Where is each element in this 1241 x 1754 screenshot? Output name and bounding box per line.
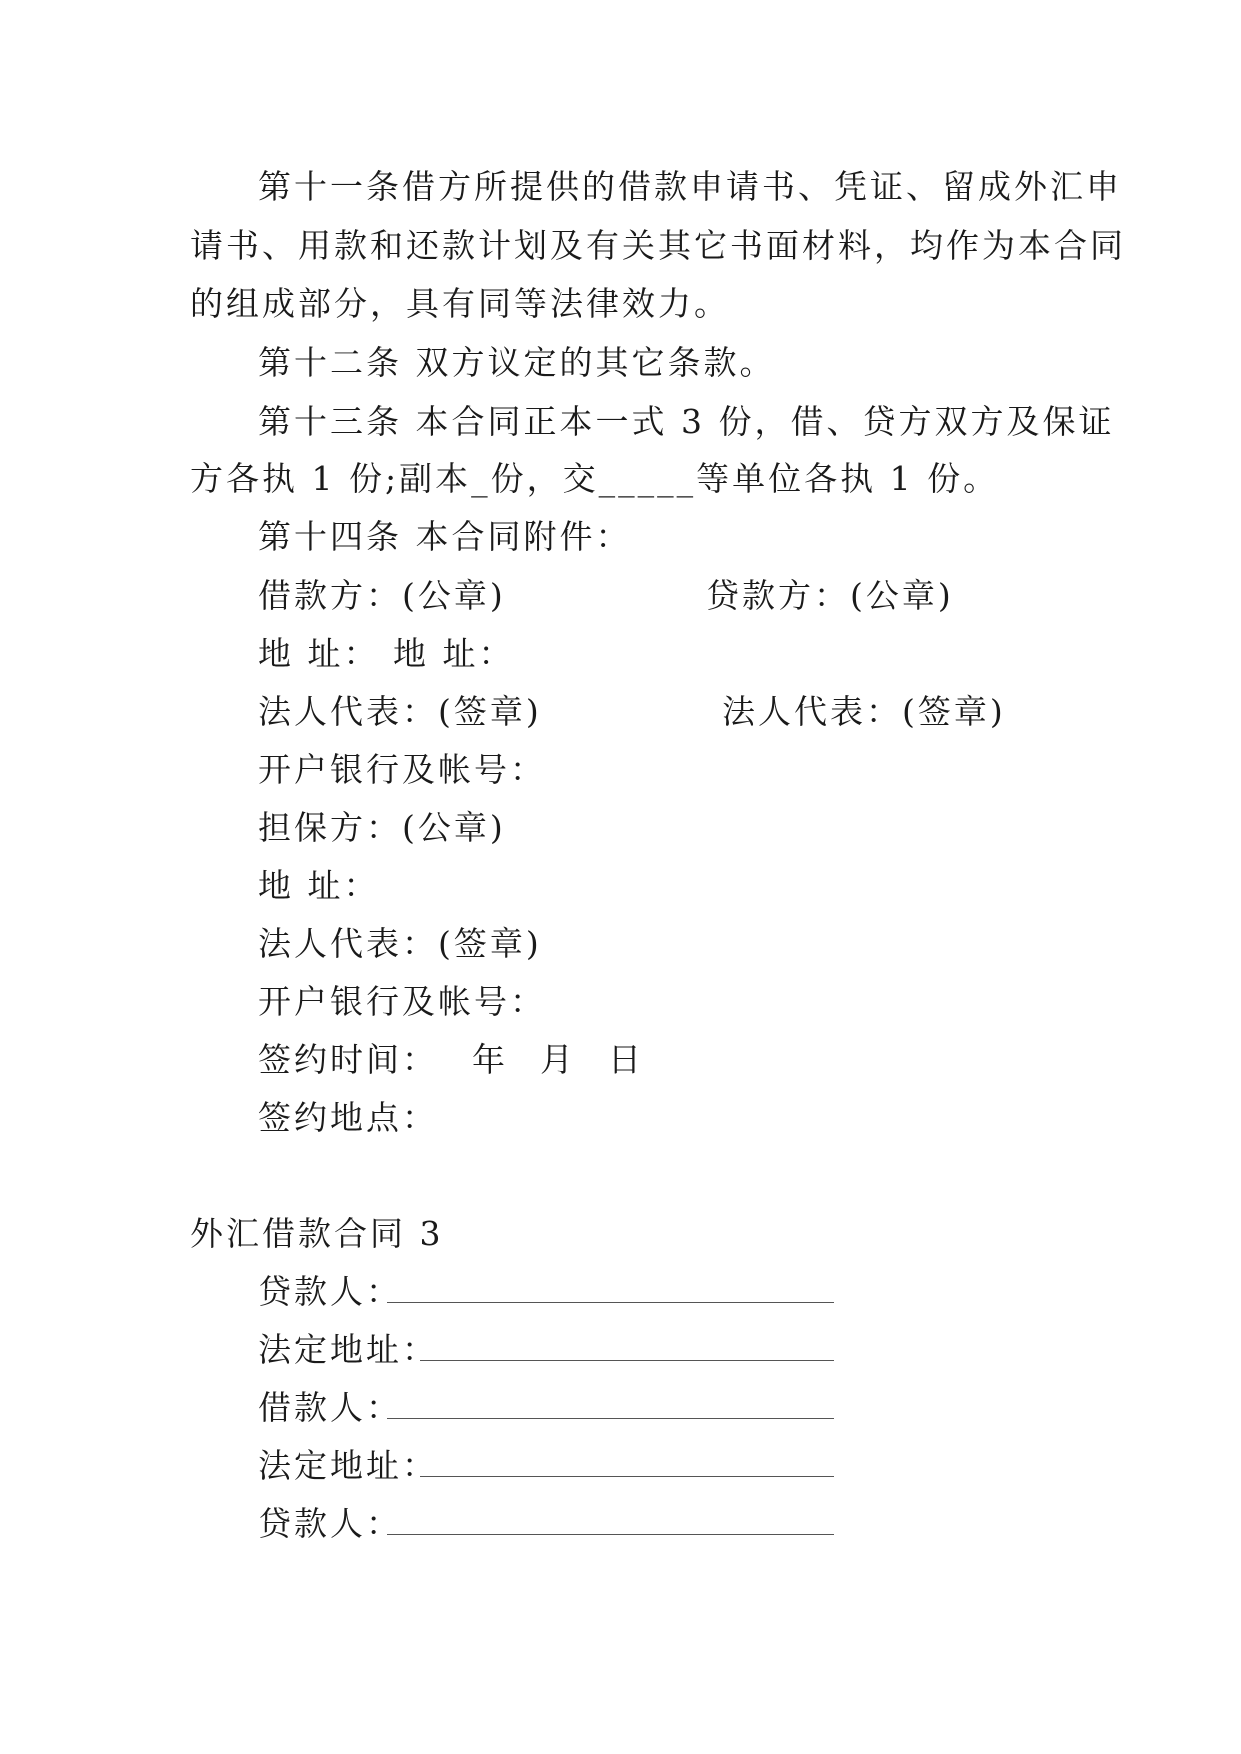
borrower-label: 借款人： — [258, 1388, 402, 1427]
lender2-label: 贷款人： — [258, 1504, 402, 1543]
lender-legal-rep: 法人代表：(签章) — [722, 692, 1006, 731]
lender-label: 贷款人： — [258, 1272, 402, 1311]
lender-address-label: 法定地址： — [258, 1330, 438, 1369]
sign-date-month: 月 — [540, 1040, 576, 1079]
article-12: 第十二条 双方议定的其它条款。 — [258, 343, 776, 382]
guarantor-seal: 担保方：(公章) — [258, 808, 506, 847]
lender-address-blank-line — [420, 1360, 834, 1361]
sign-place: 签约地点： — [258, 1098, 438, 1137]
guarantor-address: 地 址： — [258, 866, 380, 905]
lender2-blank-line — [387, 1534, 834, 1535]
article-11-line-2: 请书、用款和还款计划及有关其它书面材料，均作为本合同 — [190, 226, 1126, 265]
borrower-legal-rep: 法人代表：(签章) — [258, 692, 542, 731]
article-11-line-1: 第十一条借方所提供的借款申请书、凭证、留成外汇申 — [258, 167, 1122, 206]
sign-date-day: 日 — [608, 1040, 644, 1079]
guarantor-bank-account: 开户银行及帐号： — [258, 982, 546, 1021]
borrower-address-blank-line — [420, 1476, 834, 1477]
bank-account: 开户银行及帐号： — [258, 750, 546, 789]
article-13-line-1: 第十三条 本合同正本一式 3 份，借、贷方双方及保证 — [258, 402, 1115, 441]
sign-date-year: 年 — [472, 1040, 508, 1079]
lender-blank-line — [387, 1302, 834, 1303]
address-pair: 地 址： 地 址： — [258, 634, 515, 673]
lender-seal: 贷款方：(公章) — [706, 576, 954, 615]
article-14: 第十四条 本合同附件： — [258, 517, 632, 556]
borrower-blank-line — [387, 1418, 834, 1419]
article-11-line-3: 的组成部分，具有同等法律效力。 — [190, 284, 730, 323]
borrower-address-label: 法定地址： — [258, 1446, 438, 1485]
article-13-line-2: 方各执 1 份;副本_份，交_____等单位各执 1 份。 — [190, 459, 1000, 498]
guarantor-legal-rep: 法人代表：(签章) — [258, 924, 542, 963]
sign-date-label: 签约时间： — [258, 1040, 438, 1079]
contract-3-title: 外汇借款合同 3 — [190, 1214, 444, 1253]
borrower-seal: 借款方：(公章) — [258, 576, 506, 615]
